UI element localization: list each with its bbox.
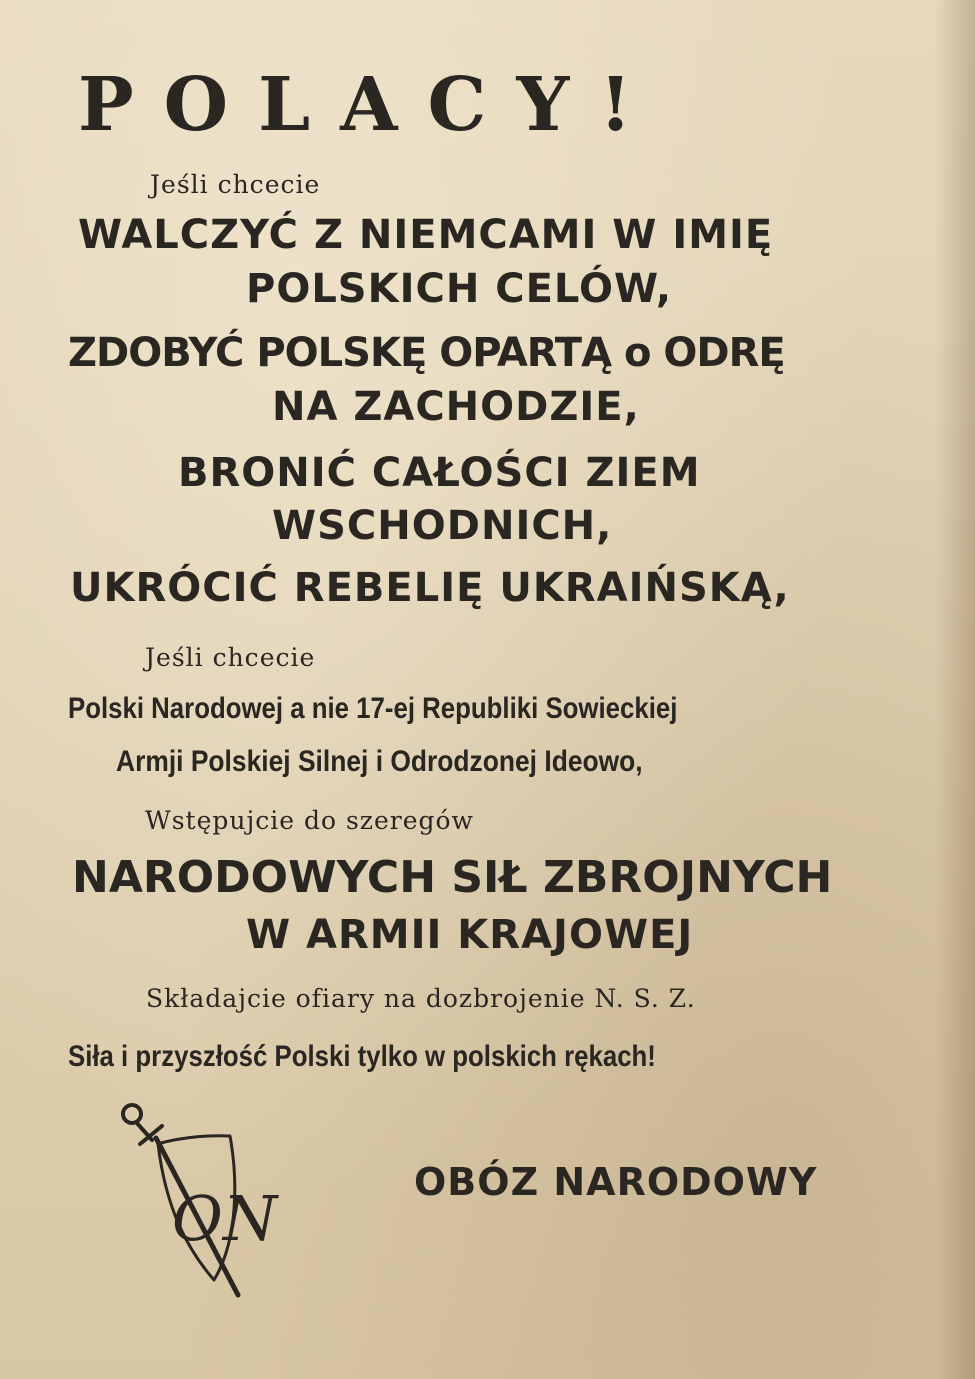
demand-line-1: WALCZYĆ Z NIEMCAMI W IMIĘ (78, 212, 774, 258)
demand-line-4: NA ZACHODZIE, (272, 384, 640, 430)
intro-text-1: Jeśli chcecie (150, 170, 321, 199)
demand-line-7: UKRÓCIĆ REBELIĘ UKRAIŃSKĄ, (70, 565, 790, 611)
demand-line-3: ZDOBYĆ POLSKĘ OPARTĄ o ODRĘ (68, 330, 785, 376)
intro-text-3: Wstępujcie do szeregów (145, 806, 474, 835)
emblem-letters: ON (172, 1182, 278, 1255)
wish-line-2: Armji Polskiej Silnej i Odrodzonej Ideowo, (116, 745, 643, 778)
demand-line-5: BRONIĆ CAŁOŚCI ZIEM (178, 450, 701, 496)
organization-subtitle: W ARMII KRAJOWEJ (246, 912, 694, 958)
organization-name: NARODOWYCH SIŁ ZBROJNYCH (72, 852, 833, 903)
slogan-text: Siła i przyszłość Polski tylko w polskich rękach! (68, 1040, 656, 1073)
donation-text: Składajcie ofiary na dozbrojenie N. S. Z. (146, 984, 696, 1013)
paper-edge-shadow (935, 0, 975, 1379)
intro-text-2: Jeśli chcecie (145, 643, 316, 672)
headline: POLACY! (78, 62, 662, 148)
signature-text: OBÓZ NARODOWY (414, 1160, 818, 1204)
demand-line-2: POLSKICH CELÓW, (246, 266, 673, 312)
demand-line-6: WSCHODNICH, (272, 503, 613, 549)
sword-shield-emblem-icon (118, 1100, 278, 1300)
wish-line-1: Polski Narodowej a nie 17-ej Republiki Sowieckiej (68, 692, 678, 725)
